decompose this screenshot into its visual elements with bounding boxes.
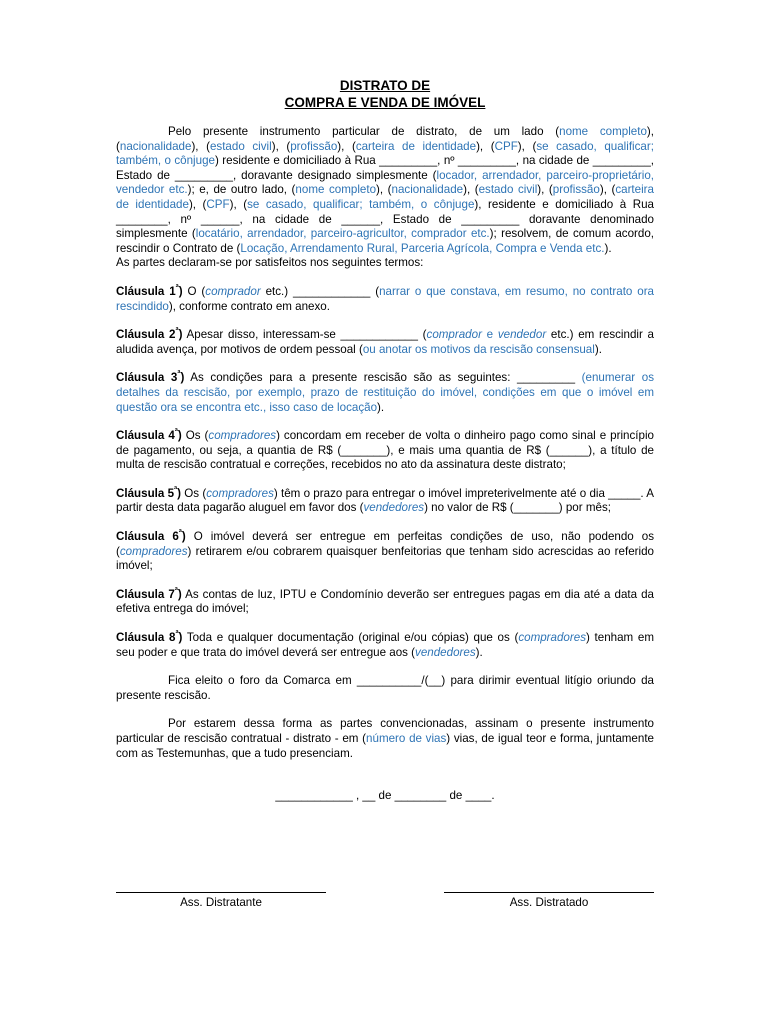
text-run: Os ( [181,429,209,443]
text-run: ), ( [476,139,495,153]
text-run: carteira de identidade [355,139,477,153]
signature-label: Ass. Distratado [509,896,589,909]
text-run: ). [377,400,385,414]
text-run: Locação, Arrendamento Rural, Parceria Agrícola, Compra e Venda etc. [240,241,605,255]
text-run: ª [175,628,179,639]
text-run: ), ( [337,139,356,153]
page-title [116,78,654,111]
text-run: Cláusula 7 [116,587,175,601]
text-run: ); resolvem, de comum acordo, rescindir o Contrato de ( [116,227,655,255]
text-run: carteira de identidade [116,183,654,211]
text-run: ) têm o prazo para entregar o imóvel impreterivelmente até o dia _____. A partir desta data pagarão aluguel em favor dos ( [116,486,654,515]
paragraph-clausula-2 [116,325,655,357]
text-run: ), ( [116,125,654,153]
text-run: CPF [494,139,518,153]
text-run: Cláusula 6 [116,530,179,544]
text-run: comprador [426,328,482,342]
text-run: ª [177,368,181,379]
text-run: ), ( [271,139,291,153]
text-run: ). [594,342,602,356]
text-run: ), conforme contrato em anexo. [168,299,330,313]
text-run: CPF [206,197,230,211]
text-run: locatário, arrendador, parceiro-agricultor, comprador etc. [195,227,490,241]
text-run: narrar o que constava, em resumo, no contrato ora rescindido [116,284,654,313]
paragraph-clausula-4 [116,426,654,473]
date-place-line: ____________ , __ de ________ de ____. [275,789,495,803]
text-run: Cláusula 8 [116,631,176,645]
text-run: Cláusula 3 [116,371,178,385]
text-run: O ( [182,284,206,298]
text-run: As contas de luz, IPTU e Condomínio deverão ser entregues pagas em dia até a data da efetiva entrega do imóvel; [116,587,654,616]
paragraph-clausula-7 [116,584,654,617]
text-run: compradores [208,429,277,443]
text-run: Os ( [181,486,207,500]
text-run: ), ( [229,197,248,211]
signature-label: Ass. Distratante [180,896,262,909]
text-run: ª [174,584,178,595]
text-run: ) residente e domiciliado à Rua _________, nº _________, na cidade de _________, Estado de _________, doravante designado simplesmente ( [116,154,654,182]
text-run: compradores [518,631,586,645]
text-run: ), ( [599,183,616,197]
signature-block-distratante [116,892,326,910]
text-run: se casado, qualificar; também, o cônjuge [247,197,475,211]
text-run: Toda e qualquer documentação (original e/ou cópias) que os ( [182,631,519,645]
text-run: ), ( [517,139,537,153]
text-run: compradores [119,544,188,558]
text-run: ) no valor de R$ (_______) por mês; [424,501,611,515]
text-run: ) [177,587,182,601]
paragraph-container [116,125,654,761]
text-run: ) concordam em receber de volta o dinheiro pago como sinal e princípio de pagamento, ou seja, a quantia de R$ (_______), e mais uma quantia de R$ (______), a título de multa de rescisão contratual e correções, recebidos no ato da assinatura deste distrato; [116,429,654,472]
text-run: ) [177,486,182,500]
text-run: ) vias, de igual teor e forma, juntamente com as Testemunhas, que a tudo presenciam. [116,732,654,760]
text-run: etc.) em rescindir a aludida avença, por motivos de ordem pessoal ( [116,328,655,356]
text-run: ), ( [537,183,553,197]
text-run: estado civil [478,183,538,197]
text-run: Por estarem dessa forma as partes convencionadas, assinam o presente instrumento particular de rescisão contratual - distrato - em ( [116,717,654,745]
text-run: ), residente e domiciliado à Rua ________, nº ______, na cidade de ______, Estado de _________ doravante denominado simplesmente ( [116,197,654,241]
signature-rule [116,892,326,893]
text-run: (enumerar os detalhes da rescisão, por exemplo, prazo de restituição do imóvel, condições em que o imóvel em questão ora se encontra etc., isso caso de locação [116,371,654,414]
text-run: vendedores [363,501,425,515]
signature-block-distratado [444,892,654,910]
text-run: etc.) ____________ ( [260,284,380,298]
paragraph-declaration [116,256,654,271]
text-run: profissão [552,183,600,197]
text-run: nome completo [295,183,377,197]
text-run: ) retirarem e/ou cobrarem quaisquer benfeitorias que tenham sido acrescidas ao referido imóvel; [116,544,654,573]
text-run: Pelo presente instrumento particular de distrato, de um lado ( [168,125,560,138]
text-run: ), ( [463,183,479,197]
paragraph-clausula-6 [116,527,654,574]
text-run: ) [180,371,185,385]
paragraph-clausula-8 [116,628,654,660]
text-run: número de vias [366,732,447,745]
paragraph-clausula-5 [116,484,654,516]
text-run: nacionalidade [119,139,192,153]
signature-area [116,892,654,910]
signature-rule [444,892,654,893]
text-run: ) [178,328,183,342]
text-run: vendedor [497,328,547,342]
paragraph-closing [116,717,654,761]
text-run: ª [175,325,179,336]
text-run: e [481,328,498,342]
paragraph-clausula-1 [116,282,654,314]
text-run: nome completo [559,125,647,138]
title-line-2: COMPRA E VENDA DE IMÓVEL [284,94,486,110]
text-run: ª [178,527,182,538]
text-run: profissão [290,139,338,153]
text-run: As partes declaram-se por satisfeitos nos seguintes termos: [116,256,424,270]
paragraph-preamble [116,125,654,256]
title-line-1: DISTRATO DE [339,78,431,93]
text-run: ); e, de outro lado, ( [187,183,296,197]
text-run: comprador [205,284,261,298]
text-run: Cláusula 4 [116,429,175,443]
text-run: ), ( [376,183,392,197]
text-run: nacionalidade [391,183,464,197]
text-run: ) [177,429,182,443]
text-run: estado civil [209,139,272,153]
text-run: ) [178,284,183,298]
text-run: ) [178,631,183,645]
text-run: ª [174,426,178,437]
text-run: Cláusula 2 [116,328,176,342]
text-run: ). [604,241,612,255]
text-run: ) [181,530,186,544]
text-run: ) tenham em seu poder e que trata do imóvel deverá ser entregue aos ( [116,631,654,659]
text-run: se casado, qualificar; também, o cônjuge [116,139,654,168]
document-body [116,78,654,804]
paragraph-foro [116,674,654,703]
text-run: compradores [206,486,274,500]
text-run: Cláusula 1 [116,284,176,298]
text-run: ). [475,645,483,659]
paragraph-clausula-3 [116,368,654,415]
text-run: O imóvel deverá ser entregue em perfeitas condições de uso, não podendo os ( [116,530,654,558]
text-run: ª [175,282,179,293]
text-run: ou anotar os motivos da rescisão consensual [362,342,595,356]
text-run: locador, arrendador, parceiro-proprietário, vendedor etc. [116,168,654,197]
text-run: ), ( [191,139,210,153]
text-run: Fica eleito o foro da Comarca em __________/(__) para dirimir eventual litígio oriundo da presente rescisão. [116,674,654,702]
text-run: As condições para a presente rescisão são as seguintes: _________ [184,371,582,385]
text-run: ª [174,484,178,495]
text-run: Apesar disso, interessam-se ____________ ( [182,328,427,342]
text-run: Cláusula 5 [116,486,175,500]
text-run: vendedores [415,645,476,659]
text-run: ), ( [188,197,207,211]
